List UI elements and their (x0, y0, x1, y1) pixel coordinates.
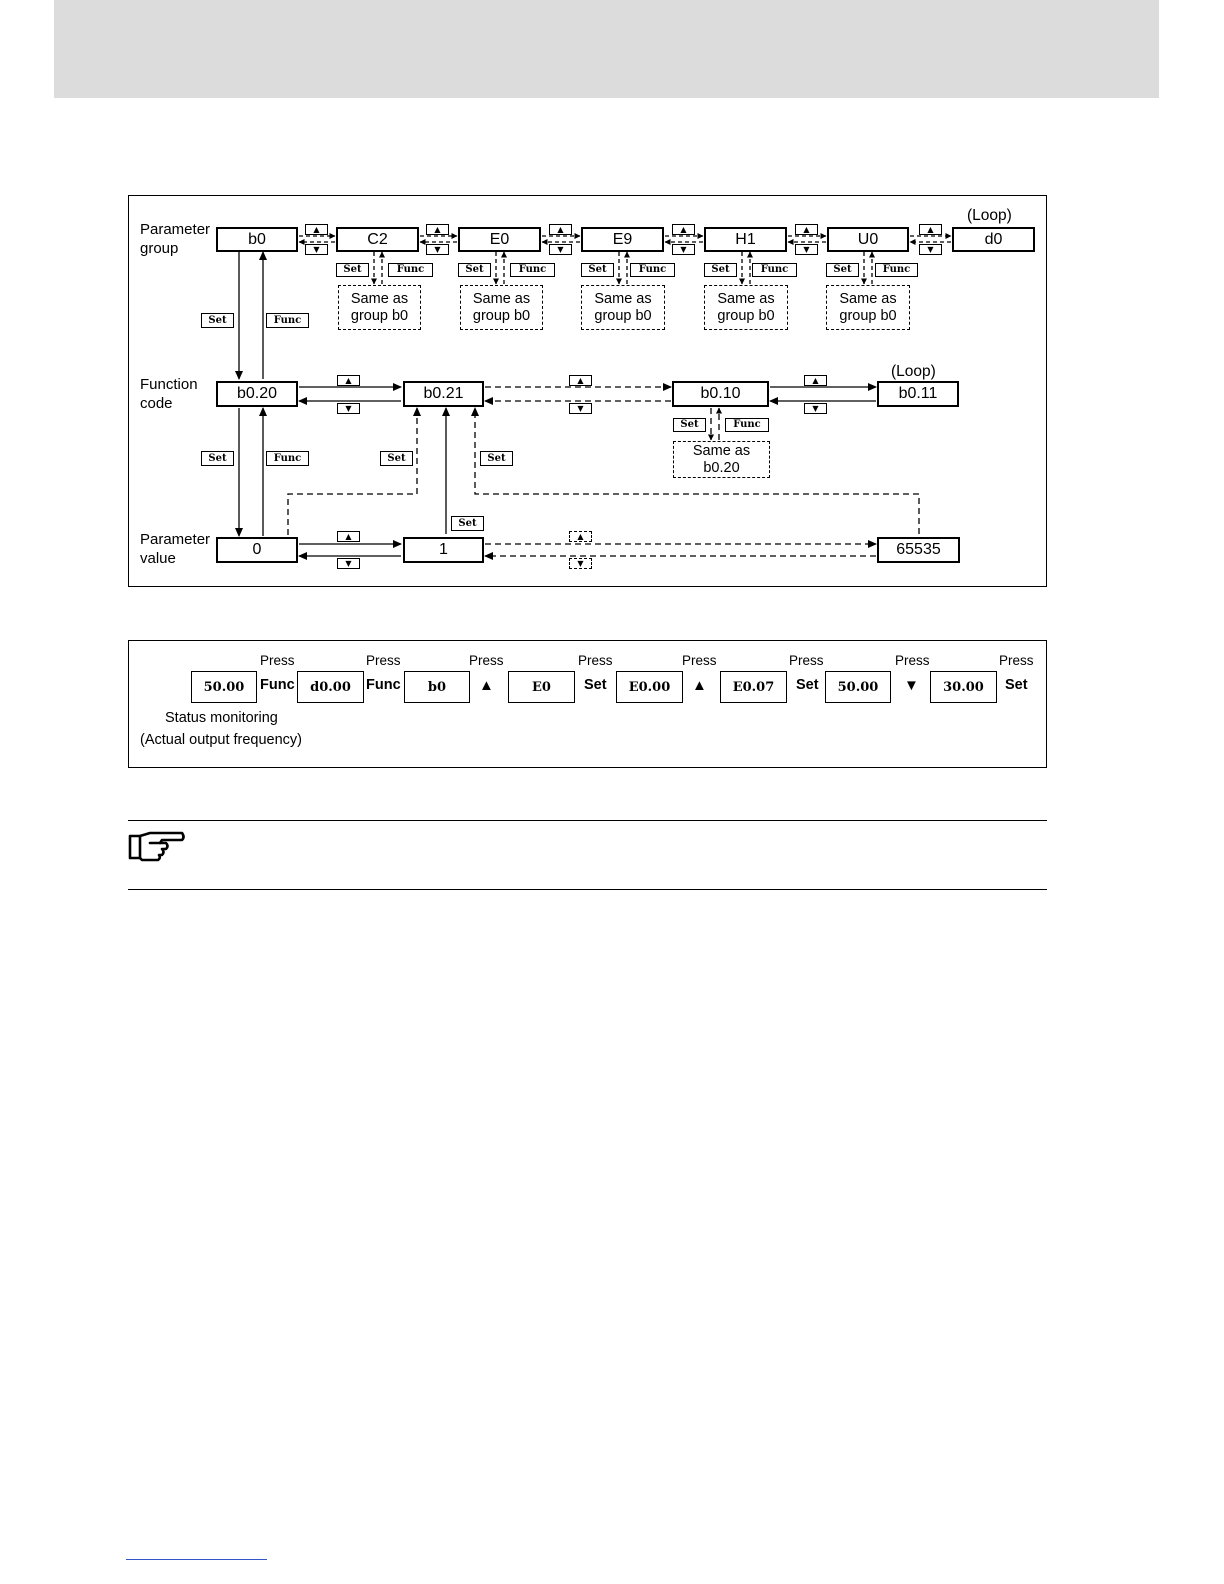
press-label: Press (682, 653, 717, 668)
note-top-rule (128, 820, 1047, 821)
func-key: Func (725, 418, 769, 432)
same-as-b0-20-note: Same as b0.20 (673, 441, 770, 478)
up-key: ▲ (569, 375, 592, 386)
action-func: Func (260, 677, 295, 693)
code-box-b0-21: b0.21 (403, 381, 484, 407)
func-key: Func (388, 263, 433, 277)
group-box-b0: b0 (216, 227, 298, 252)
up-key: ▲ (795, 224, 818, 235)
caption-actual-output-frequency: (Actual output frequency) (140, 732, 303, 748)
set-key: Set (380, 451, 413, 466)
action-set: Set (584, 677, 607, 693)
pointing-hand-icon (128, 830, 186, 869)
down-key: ▼ (569, 403, 592, 414)
down-key: ▼ (795, 244, 818, 255)
action-set: Set (796, 677, 819, 693)
down-key: ▼ (549, 244, 572, 255)
set-key: Set (704, 263, 737, 277)
set-key: Set (458, 263, 491, 277)
func-key: Func (630, 263, 675, 277)
up-key: ▲ (549, 224, 572, 235)
up-key: ▲ (337, 531, 360, 542)
press-label: Press (789, 653, 824, 668)
up-key: ▲ (672, 224, 695, 235)
action-func: Func (366, 677, 401, 693)
down-key: ▼ (919, 244, 942, 255)
set-key: Set (480, 451, 513, 466)
caption-status-monitoring: Status monitoring (165, 710, 278, 726)
set-key: Set (673, 418, 706, 432)
set-key: Set (581, 263, 614, 277)
action-set: Set (1005, 677, 1028, 693)
loop-label-groups: (Loop) (967, 207, 1012, 224)
press-label: Press (469, 653, 504, 668)
up-key: ▲ (426, 224, 449, 235)
row-label-function-code: Function code (140, 376, 198, 412)
action-up: ▲ (479, 677, 494, 694)
footer-underline (126, 1559, 267, 1560)
display-step-4: E0 (508, 671, 575, 703)
down-key: ▼ (337, 403, 360, 414)
set-key: Set (336, 263, 369, 277)
action-up: ▲ (692, 677, 707, 694)
loop-label-codes: (Loop) (891, 363, 936, 380)
display-step-8: 30.00 (930, 671, 997, 703)
press-label: Press (578, 653, 613, 668)
set-key: Set (201, 451, 234, 466)
same-as-group-b0-note: Same as group b0 (704, 285, 788, 330)
action-down: ▼ (904, 677, 919, 694)
set-key: Set (201, 313, 234, 328)
down-key: ▼ (337, 558, 360, 569)
value-box-1: 1 (403, 537, 484, 563)
display-step-3: b0 (404, 671, 470, 703)
group-box-e0: E0 (458, 227, 541, 252)
down-key: ▼ (569, 558, 592, 569)
press-label: Press (999, 653, 1034, 668)
display-step-5: E0.00 (616, 671, 683, 703)
up-key: ▲ (569, 531, 592, 542)
up-key: ▲ (337, 375, 360, 386)
func-key: Func (510, 263, 555, 277)
row-label-parameter-group: Parameter group (140, 221, 211, 257)
func-key: Func (875, 263, 918, 277)
group-box-d0: d0 (952, 227, 1035, 252)
down-key: ▼ (305, 244, 328, 255)
press-label: Press (260, 653, 295, 668)
down-key: ▼ (804, 403, 827, 414)
group-box-u0: U0 (827, 227, 909, 252)
value-box-65535: 65535 (877, 537, 960, 563)
func-key: Func (752, 263, 797, 277)
header-band (54, 0, 1159, 98)
group-box-h1: H1 (704, 227, 787, 252)
same-as-group-b0-note: Same as group b0 (826, 285, 910, 330)
same-as-group-b0-note: Same as group b0 (581, 285, 665, 330)
code-box-b0-20: b0.20 (216, 381, 298, 407)
display-step-2: d0.00 (297, 671, 364, 703)
value-box-0: 0 (216, 537, 298, 563)
down-key: ▼ (426, 244, 449, 255)
up-key: ▲ (804, 375, 827, 386)
note-bottom-rule (128, 889, 1047, 890)
operation-steps-example (128, 640, 1047, 768)
row-label-parameter-value: Parameter value (140, 531, 211, 567)
group-box-e9: E9 (581, 227, 664, 252)
group-box-c2: C2 (336, 227, 419, 252)
code-box-b0-10: b0.10 (672, 381, 769, 407)
set-key: Set (826, 263, 859, 277)
display-step-7: 50.00 (825, 671, 891, 703)
same-as-group-b0-note: Same as group b0 (460, 285, 543, 330)
display-step-1: 50.00 (191, 671, 257, 703)
func-key: Func (266, 313, 309, 328)
press-label: Press (366, 653, 401, 668)
up-key: ▲ (919, 224, 942, 235)
func-key: Func (266, 451, 309, 466)
same-as-group-b0-note: Same as group b0 (338, 285, 421, 330)
code-box-b0-11: b0.11 (877, 381, 959, 407)
display-step-6: E0.07 (720, 671, 787, 703)
set-key: Set (451, 516, 484, 531)
up-key: ▲ (305, 224, 328, 235)
parameter-flow-diagram (128, 195, 1047, 587)
press-label: Press (895, 653, 930, 668)
down-key: ▼ (672, 244, 695, 255)
